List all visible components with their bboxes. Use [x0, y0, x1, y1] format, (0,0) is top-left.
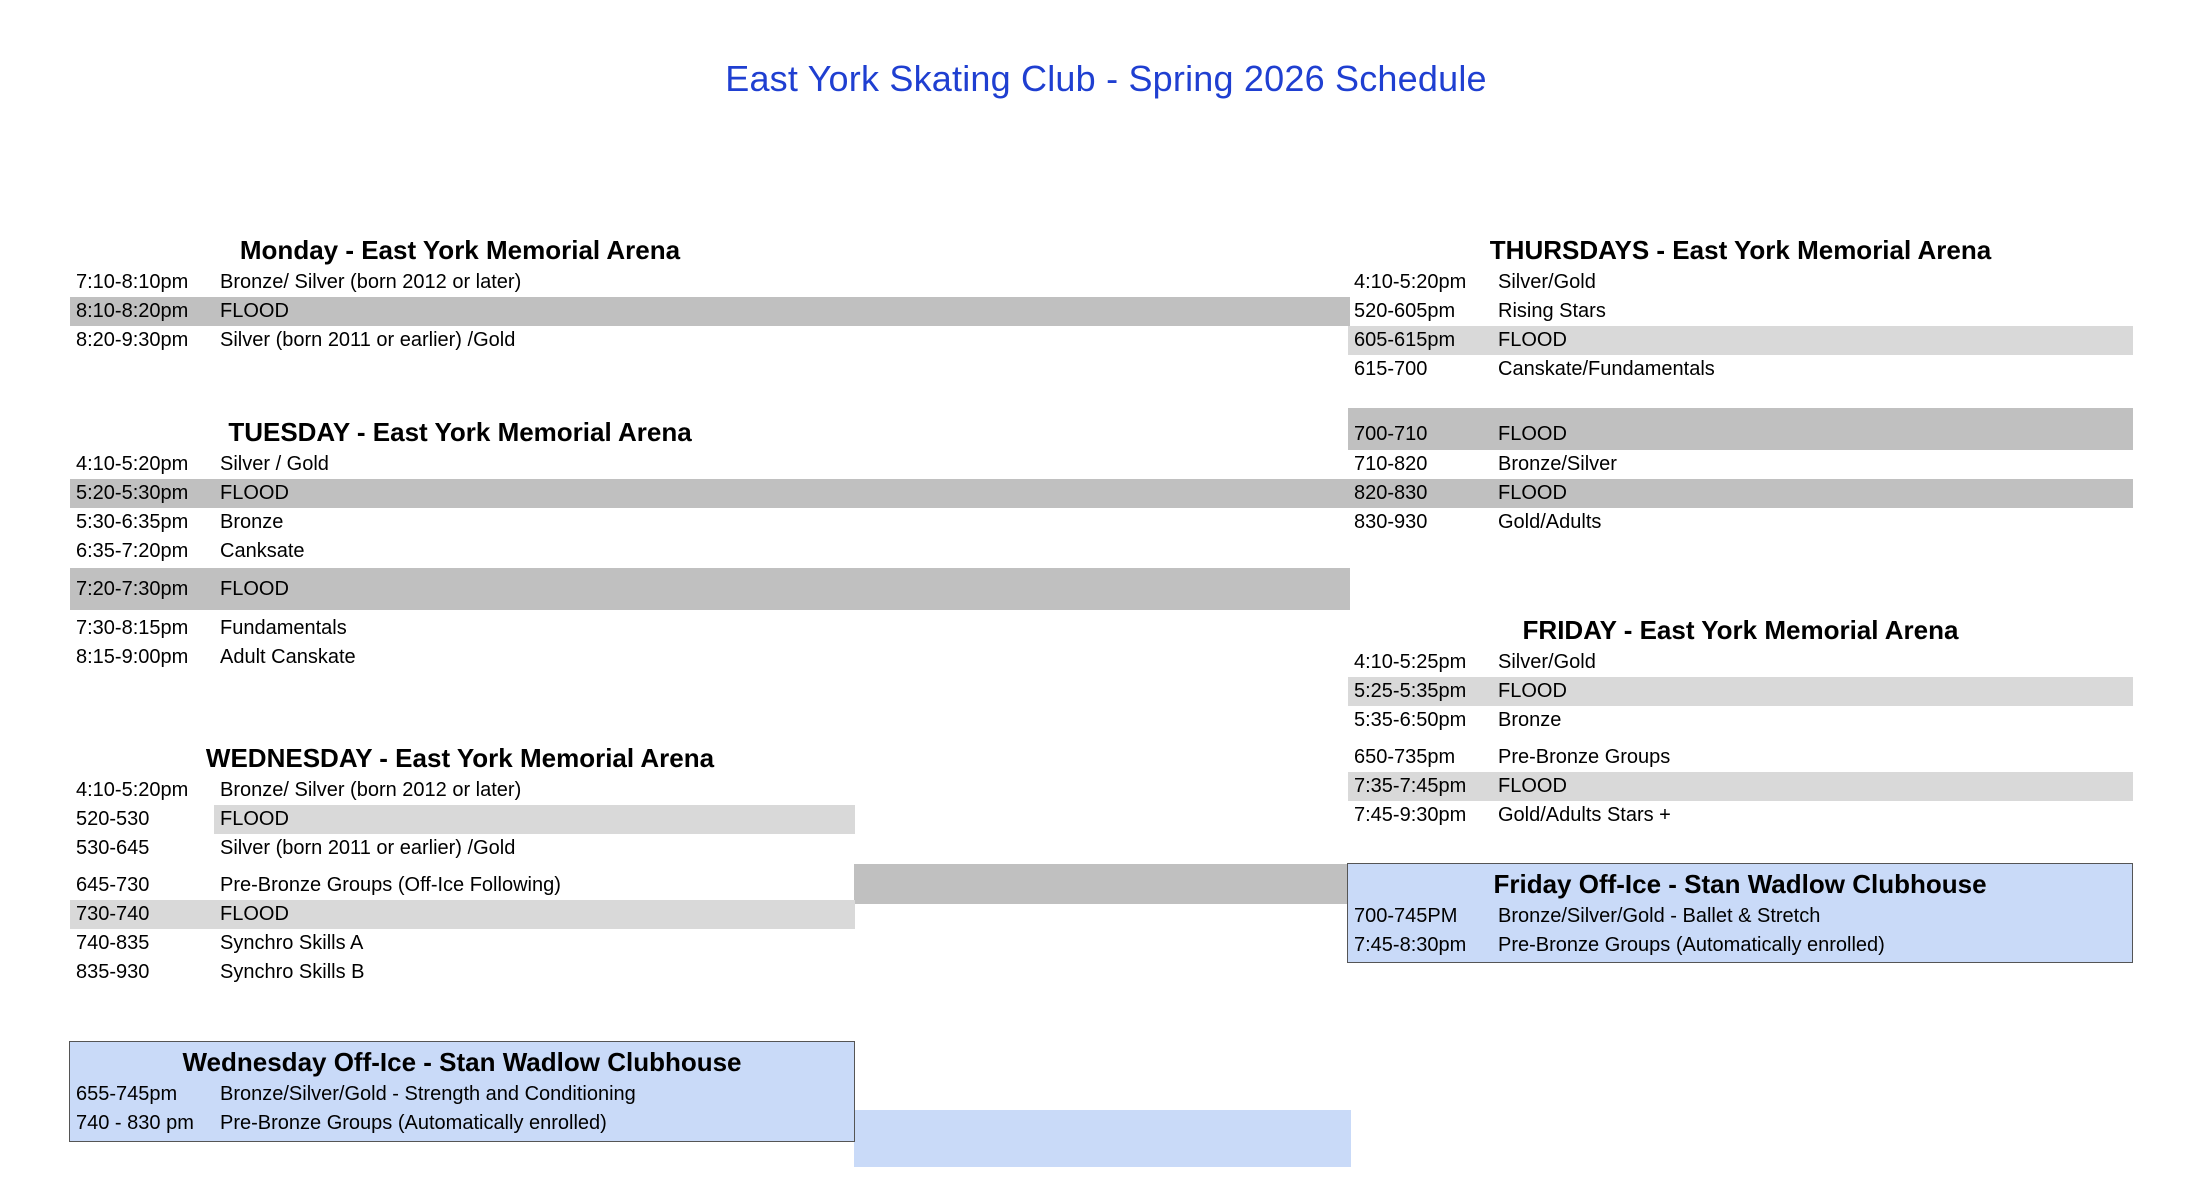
row-desc: Bronze/Silver [1498, 453, 1617, 475]
row-desc: Silver/Gold [1498, 651, 1596, 673]
row-desc: Bronze [1498, 709, 1562, 731]
wednesday-section [70, 740, 855, 987]
row-time: 8:10-8:20pm [76, 300, 189, 322]
row-time: 645-730 [76, 874, 150, 896]
row-desc: Synchro Skills B [220, 961, 365, 983]
row-time: 830-930 [1354, 511, 1428, 533]
row-desc: Silver / Gold [220, 453, 329, 475]
schedule-row [70, 614, 1350, 643]
schedule-row [70, 871, 855, 900]
row-time: 7:20-7:30pm [76, 577, 189, 600]
friday-title: FRIDAY - East York Memorial Arena [1522, 615, 1959, 645]
tuesday-title: TUESDAY - East York Memorial Arena [228, 417, 692, 447]
row-time: 4:10-5:20pm [76, 779, 189, 801]
row-desc: Canskate/Fundamentals [1498, 358, 1715, 380]
row-time: 650-735pm [1354, 746, 1456, 768]
row-time: 8:20-9:30pm [76, 329, 189, 351]
row-desc: Pre-Bronze Groups (Off-Ice Following) [220, 874, 561, 896]
row-time: 710-820 [1354, 453, 1428, 475]
row-desc: Fundamentals [220, 617, 347, 639]
schedule-row [70, 1080, 854, 1109]
schedule-row [70, 326, 1350, 355]
schedule-row [1348, 743, 2133, 772]
row-desc: Pre-Bronze Groups (Automatically enrolled) [1498, 934, 1885, 956]
schedule-row [70, 508, 1350, 537]
schedule-row [70, 1109, 854, 1138]
row-desc: FLOOD [1498, 329, 1567, 351]
row-time: 7:10-8:10pm [76, 271, 189, 293]
row-desc: Silver/Gold [1498, 271, 1596, 293]
flood-row [1348, 772, 2133, 801]
friday-office-title: Friday Off-Ice - Stan Wadlow Clubhouse [1493, 869, 1987, 899]
schedule-row [70, 958, 855, 987]
friday-office-box [1347, 863, 2133, 963]
row-desc: FLOOD [1498, 775, 1567, 797]
row-time: 740 - 830 pm [76, 1112, 194, 1134]
blue-band-wednesday [854, 1110, 1351, 1167]
row-desc: FLOOD [1498, 423, 1567, 445]
schedule-row [1348, 706, 2133, 735]
schedule-row [1348, 648, 2133, 677]
row-time: 740-835 [76, 932, 150, 954]
wednesday-title: WEDNESDAY - East York Memorial Arena [205, 743, 715, 773]
row-time: 520-605pm [1354, 300, 1456, 322]
flood-row [1348, 677, 2133, 706]
thursday-section [1348, 232, 2133, 537]
row-desc: Silver (born 2011 or earlier) /Gold [220, 329, 516, 351]
row-desc: Silver (born 2011 or earlier) /Gold [220, 837, 516, 859]
row-desc: Canksate [220, 540, 305, 562]
monday-title: Monday - East York Memorial Arena [239, 235, 681, 265]
row-time: 615-700 [1354, 358, 1428, 380]
monday-section [70, 232, 1350, 355]
friday-section [1348, 612, 2133, 830]
flood-row [70, 568, 1350, 610]
schedule-row [1348, 268, 2133, 297]
thursday-title: THURSDAYS - East York Memorial Arena [1489, 235, 1992, 265]
flood-row [70, 479, 1350, 508]
row-desc: FLOOD [220, 482, 289, 504]
flood-row [1348, 479, 2133, 508]
row-desc: FLOOD [220, 903, 289, 925]
schedule-row [70, 929, 855, 958]
row-time: 7:45-8:30pm [1354, 934, 1467, 956]
row-time: 520-530 [76, 808, 150, 830]
schedule-row [70, 537, 1350, 566]
schedule-row [1348, 508, 2133, 537]
row-time: 7:30-8:15pm [76, 617, 189, 639]
row-time: 8:15-9:00pm [76, 646, 189, 668]
row-desc: Gold/Adults Stars + [1498, 804, 1671, 826]
grey-band-tuesday [854, 864, 1351, 904]
row-desc: Bronze/ Silver (born 2012 or later) [220, 271, 522, 293]
tuesday-section [70, 414, 1350, 672]
schedule-row [1348, 801, 2133, 830]
row-desc: Bronze/Silver/Gold - Strength and Conditioning [220, 1083, 636, 1105]
flood-row [70, 900, 855, 929]
schedule-row [70, 450, 1350, 479]
row-desc: FLOOD [1498, 680, 1567, 702]
row-desc: FLOOD [220, 577, 289, 600]
schedule-row [70, 268, 1350, 297]
row-time: 4:10-5:25pm [1354, 651, 1467, 673]
row-desc: Rising Stars [1498, 300, 1606, 322]
schedule-row [1348, 355, 2133, 384]
row-desc: Adult Canskate [220, 646, 356, 668]
row-desc: Gold/Adults [1498, 511, 1602, 533]
row-desc: FLOOD [1498, 482, 1567, 504]
schedule-row [70, 643, 1350, 672]
row-time: 7:35-7:45pm [1354, 775, 1467, 797]
row-desc: Bronze/ Silver (born 2012 or later) [220, 779, 522, 801]
flood-row [1348, 326, 2133, 355]
row-time: 5:30-6:35pm [76, 511, 189, 533]
row-time: 7:45-9:30pm [1354, 804, 1467, 826]
row-desc: FLOOD [214, 805, 855, 834]
page-title: East York Skating Club - Spring 2026 Schedule [725, 58, 1487, 99]
row-time: 700-710 [1354, 423, 1428, 445]
schedule-row [70, 834, 855, 863]
row-time: 835-930 [76, 961, 150, 983]
flood-row [70, 297, 1350, 326]
row-time: 700-745PM [1354, 905, 1458, 927]
schedule-row [1348, 450, 2133, 479]
row-desc: Synchro Skills A [220, 932, 364, 954]
row-time: 605-615pm [1354, 329, 1456, 351]
row-time: 4:10-5:20pm [76, 453, 189, 475]
row-desc: Bronze [220, 511, 284, 533]
row-time: 4:10-5:20pm [1354, 271, 1467, 293]
row-desc: Bronze/Silver/Gold - Ballet & Stretch [1498, 905, 1821, 927]
row-time: 5:20-5:30pm [76, 482, 189, 504]
schedule-row [1348, 902, 2132, 931]
row-time: 730-740 [76, 903, 150, 925]
row-time: 5:25-5:35pm [1354, 680, 1467, 702]
schedule-row [70, 776, 855, 805]
row-time: 655-745pm [76, 1083, 178, 1105]
row-time: 5:35-6:50pm [1354, 709, 1467, 731]
schedule-row [1348, 931, 2132, 960]
row-time: 530-645 [76, 837, 150, 859]
schedule-row [1348, 297, 2133, 326]
row-desc: Pre-Bronze Groups (Automatically enrolled) [220, 1112, 607, 1134]
flood-row [70, 805, 855, 834]
row-desc: Pre-Bronze Groups [1498, 746, 1671, 768]
wednesday-office-title: Wednesday Off-Ice - Stan Wadlow Clubhouse [182, 1047, 742, 1077]
flood-row [1348, 408, 2133, 450]
row-time: 6:35-7:20pm [76, 540, 189, 562]
row-time: 820-830 [1354, 482, 1428, 504]
row-desc: FLOOD [220, 300, 289, 322]
wednesday-office-box [69, 1041, 855, 1142]
